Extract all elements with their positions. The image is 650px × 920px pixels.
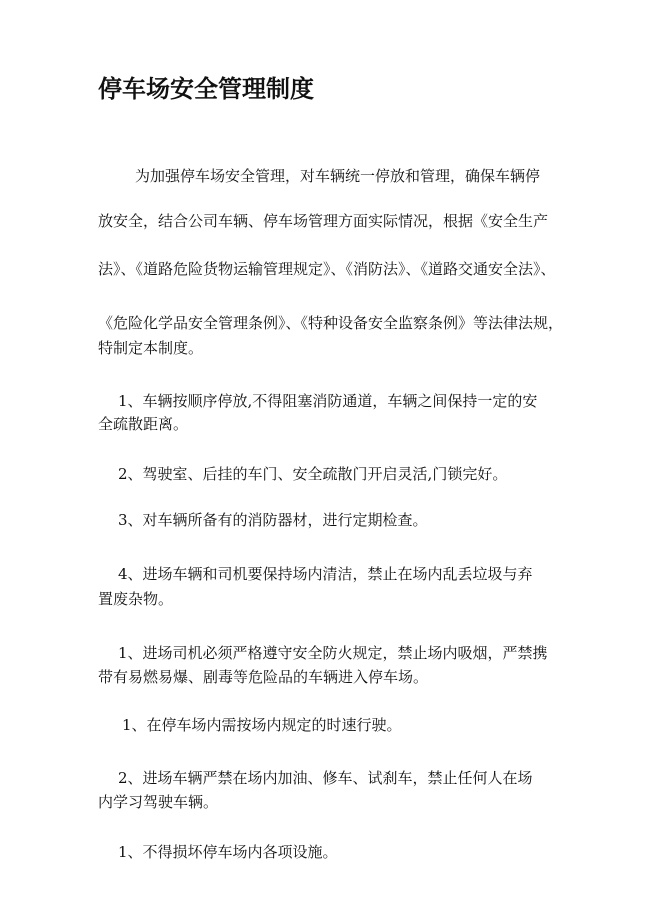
rule-8-line-1: 1、不得损坏停车场内各项设施。 xyxy=(118,843,338,861)
rule-6-line-1: 1、在停车场内需按场内规定的时速行驶。 xyxy=(122,716,402,734)
rule-1-line-1: 1、车辆按顺序停放,不得阻塞消防通道，车辆之间保持一定的安 xyxy=(118,392,538,410)
rule-5-line-1: 1、进场司机必须严格遵守安全防火规定，禁止场内吸烟，严禁携 xyxy=(118,644,548,662)
rule-4-line-2: 置废杂物。 xyxy=(98,590,174,608)
intro-line-2: 放安全，结合公司车辆、停车场管理方面实际情况，根据《安全生产 xyxy=(98,212,549,230)
rule-1-line-2: 全疏散距离。 xyxy=(98,415,189,433)
intro-line-4: 《危险化学品安全管理条例》、《特种设备安全监察条例》等法律法规， xyxy=(98,314,564,332)
rule-7-line-1: 2、进场车辆严禁在场内加油、修车、试刹车，禁止任何人在场 xyxy=(118,769,533,787)
intro-line-5: 特制定本制度。 xyxy=(98,339,204,357)
rule-3-line-1: 3、对车辆所备有的消防器材，进行定期检查。 xyxy=(118,511,428,529)
rule-4-line-1: 4、进场车辆和司机要保持场内清洁，禁止在场内乱丢垃圾与弃 xyxy=(118,565,533,583)
document-title: 停车场安全管理制度 xyxy=(98,74,314,103)
intro-line-1: 为加强停车场安全管理，对车辆统一停放和管理，确保车辆停 xyxy=(135,167,541,185)
intro-line-3: 法》、《道路危险货物运输管理规定》、《消防法》、《道路交通安全法》、 xyxy=(98,260,556,278)
rule-7-line-2: 内学习驾驶车辆。 xyxy=(98,793,219,811)
rule-2-line-1: 2、驾驶室、后挂的车门、安全疏散门开启灵活,门锁完好。 xyxy=(118,465,508,483)
rule-5-line-2: 带有易燃易爆、剧毒等危险品的车辆进入停车场。 xyxy=(98,668,429,686)
